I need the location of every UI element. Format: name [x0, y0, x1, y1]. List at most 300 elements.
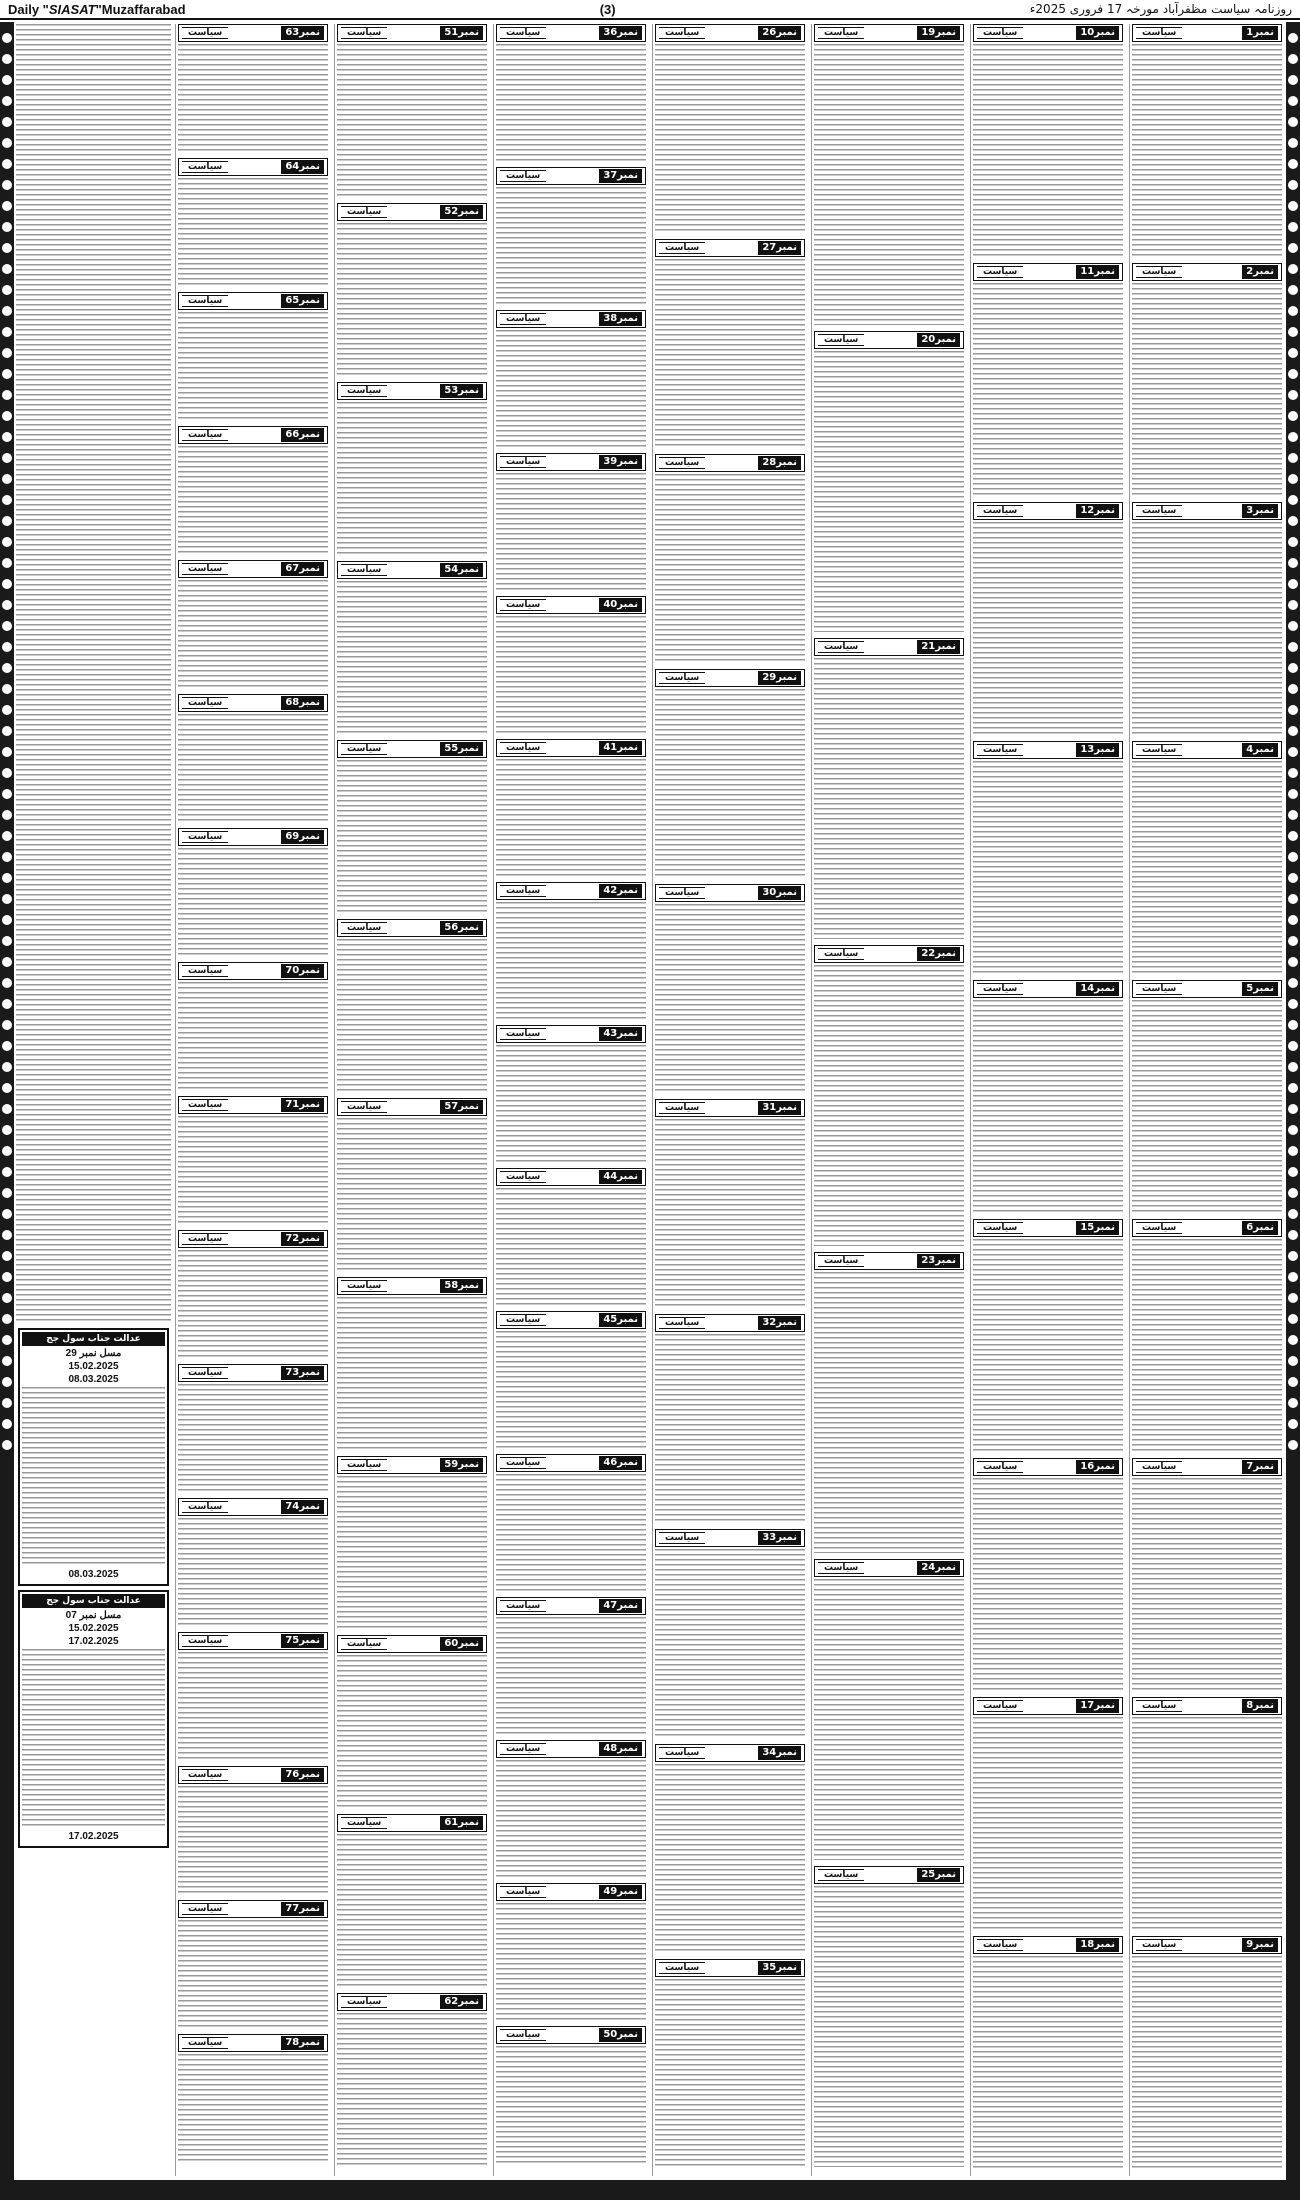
ornament-dot [2, 390, 12, 400]
notice-number: نمبر32 [758, 1316, 801, 1330]
notice-header [814, 1559, 964, 1577]
notice-number: نمبر73 [281, 1366, 324, 1380]
notice [337, 203, 487, 376]
notice-body-text [1132, 44, 1282, 257]
ornament-dot [1288, 285, 1298, 295]
ornament-dot [2, 264, 12, 274]
notice-header [1132, 502, 1282, 520]
ornament-dot [1288, 75, 1298, 85]
notice-tag: سیاست [1136, 744, 1182, 756]
ornament-dot [1288, 726, 1298, 736]
notice [655, 1529, 805, 1738]
notice-number: نمبر49 [599, 1885, 642, 1899]
notice-number: نمبر51 [440, 26, 483, 40]
notice-body-text [496, 473, 646, 590]
notice [1132, 24, 1282, 257]
notice-number: نمبر42 [599, 884, 642, 898]
notice-number: نمبر47 [599, 1599, 642, 1613]
notice-header [496, 739, 646, 757]
notice-body-text [814, 965, 964, 1246]
notice [337, 1456, 487, 1629]
notice [178, 292, 328, 420]
notice-body-text [973, 1000, 1123, 1213]
court-notice-line: 15.02.2025 [68, 1623, 119, 1634]
ornament-dot [2, 537, 12, 547]
notice-body-text [496, 759, 646, 876]
notice-body-text [655, 1549, 805, 1738]
notice-header [973, 263, 1123, 281]
notice-number: نمبر64 [281, 160, 324, 174]
notice [337, 561, 487, 734]
ornament-dot [2, 831, 12, 841]
ornament-dot [2, 180, 12, 190]
notice-body-text [973, 1956, 1123, 2169]
notice-body-text [178, 1518, 328, 1626]
notice [337, 1993, 487, 2166]
notice [814, 638, 964, 939]
notice-body-text [1132, 1478, 1282, 1691]
court-notice [18, 1328, 169, 1586]
notice-body-text [496, 330, 646, 447]
notice [814, 1559, 964, 1860]
notice-body-text [973, 1239, 1123, 1452]
notice [496, 1454, 646, 1591]
notice-number: نمبر72 [281, 1232, 324, 1246]
notice [178, 1364, 328, 1492]
masthead-prefix: Daily " [8, 1, 49, 17]
notice-number: نمبر67 [281, 562, 324, 576]
notice-number: نمبر58 [440, 1279, 483, 1293]
court-notice-body [22, 1387, 165, 1567]
notice [496, 739, 646, 876]
notice-tag: سیاست [182, 563, 228, 575]
notice-header [814, 24, 964, 42]
notice-body-text [1132, 1717, 1282, 1930]
notice-tag: سیاست [1136, 266, 1182, 278]
notice-body-text [337, 223, 487, 376]
notice-number: نمبر54 [440, 563, 483, 577]
notice-number: نمبر31 [758, 1101, 801, 1115]
ornament-dot [2, 768, 12, 778]
notice [814, 1866, 964, 2167]
notice-tag: سیاست [977, 1700, 1023, 1712]
notice-number: نمبر4 [1242, 743, 1278, 757]
newspaper-page [16, 24, 1284, 2176]
ornament-dot [1288, 642, 1298, 652]
notice-number: نمبر6 [1242, 1221, 1278, 1235]
notice [178, 1096, 328, 1224]
notice-header [973, 1458, 1123, 1476]
notice-tag: سیاست [341, 1101, 387, 1113]
ornament-dot [2, 369, 12, 379]
notice-number: نمبر13 [1076, 743, 1119, 757]
notice-tag: سیاست [341, 27, 387, 39]
notice-body-text [496, 902, 646, 1019]
notice-tag: سیاست [818, 27, 864, 39]
notice-number: نمبر22 [917, 947, 960, 961]
ornament-dot [1288, 831, 1298, 841]
notice-number: نمبر28 [758, 456, 801, 470]
notice-header [337, 1635, 487, 1653]
court-notice-line: مسل نمبر 29 [65, 1348, 122, 1359]
notice [655, 1959, 805, 2168]
notice-number: نمبر7 [1242, 1460, 1278, 1474]
notice-tag: سیاست [182, 1501, 228, 1513]
masthead [0, 0, 1300, 20]
notice-number: نمبر35 [758, 1961, 801, 1975]
notice-header [1132, 263, 1282, 281]
notice-body-text [496, 1045, 646, 1162]
notice [178, 158, 328, 286]
notice-body-text [973, 522, 1123, 735]
notice [655, 1099, 805, 1308]
ornament-dot [2, 600, 12, 610]
notice-number: نمبر65 [281, 294, 324, 308]
ornament-dot [2, 222, 12, 232]
notice-body-text [814, 1886, 964, 2167]
bottom-ornament-border [0, 2180, 1300, 2200]
notice-body-text [337, 2013, 487, 2166]
ornament-dot [2, 978, 12, 988]
notice-tag: سیاست [818, 1562, 864, 1574]
notice [178, 2034, 328, 2162]
masthead-left [8, 2, 186, 17]
notice [1132, 1697, 1282, 1930]
notice-body-text [1132, 1000, 1282, 1213]
ornament-dot [1288, 180, 1298, 190]
notice [337, 382, 487, 555]
notice-header [496, 1454, 646, 1472]
notice [973, 1219, 1123, 1452]
ornament-dot [2, 621, 12, 631]
notice-body-text [973, 44, 1123, 257]
ornament-dot [2, 1062, 12, 1072]
notice-number: نمبر78 [281, 2036, 324, 2050]
notice-body-text [178, 44, 328, 152]
notice-header [1132, 1936, 1282, 1954]
notice [1132, 980, 1282, 1213]
notice-tag: سیاست [500, 2029, 546, 2041]
ornament-dot [1288, 138, 1298, 148]
ornament-dot [2, 516, 12, 526]
notice-header [1132, 1697, 1282, 1715]
ornament-dot [2, 1272, 12, 1282]
notice [973, 1936, 1123, 2169]
ornament-dot [1288, 621, 1298, 631]
notice [1132, 1219, 1282, 1452]
notice-body-text [178, 178, 328, 286]
notice-number: نمبر10 [1076, 26, 1119, 40]
notice-header [814, 1252, 964, 1270]
ornament-dot [2, 1293, 12, 1303]
notice [655, 1744, 805, 1953]
notice-number: نمبر37 [599, 169, 642, 183]
notice-header [496, 310, 646, 328]
notice-tag: سیاست [182, 697, 228, 709]
ornament-dot [1288, 1398, 1298, 1408]
ornament-dot [1288, 1083, 1298, 1093]
notice-number: نمبر20 [917, 333, 960, 347]
notice-body-text [496, 187, 646, 304]
notice-header [973, 502, 1123, 520]
ornament-dot [2, 1041, 12, 1051]
ornament-dot [2, 411, 12, 421]
notice [178, 560, 328, 688]
notice [814, 945, 964, 1246]
notice [337, 1814, 487, 1987]
notice [496, 1883, 646, 2020]
ornament-dot [1288, 978, 1298, 988]
notice-header [178, 1230, 328, 1248]
ornament-dot [2, 1083, 12, 1093]
notice [973, 263, 1123, 496]
ornament-dot [1288, 348, 1298, 358]
notice-header [178, 1498, 328, 1516]
column-6 [334, 24, 489, 2176]
notice-tag: سیاست [1136, 1222, 1182, 1234]
ornament-dot [1288, 327, 1298, 337]
ornament-dot [2, 957, 12, 967]
ornament-dot [2, 474, 12, 484]
notice [496, 2026, 646, 2163]
ornament-dot [2, 789, 12, 799]
notice-tag: سیاست [977, 27, 1023, 39]
notice-header [814, 1866, 964, 1884]
notice [1132, 1458, 1282, 1691]
notice-number: نمبر56 [440, 921, 483, 935]
ornament-dot [1288, 96, 1298, 106]
notice-header [178, 828, 328, 846]
notice [655, 1314, 805, 1523]
notice-body-text [178, 312, 328, 420]
notice-tag: سیاست [1136, 27, 1182, 39]
ornament-dot [1288, 390, 1298, 400]
ornament-dot [2, 327, 12, 337]
notice-body-text [655, 474, 805, 663]
notice [973, 24, 1123, 257]
ornament-dot [1288, 201, 1298, 211]
notice-tag: سیاست [500, 27, 546, 39]
ornament-dot [2, 1398, 12, 1408]
notice-body-text [496, 2046, 646, 2163]
ornament-dot [2, 705, 12, 715]
notice-header [973, 24, 1123, 42]
notice-tag: سیاست [1136, 983, 1182, 995]
ornament-dot [1288, 873, 1298, 883]
notice-tag: سیاست [500, 1743, 546, 1755]
ornament-dot [1288, 33, 1298, 43]
ornament-dot [2, 663, 12, 673]
notice-tag: سیاست [818, 334, 864, 346]
notice-number: نمبر57 [440, 1100, 483, 1114]
ornament-dot [2, 54, 12, 64]
notice-header [973, 741, 1123, 759]
ornament-dot [2, 1440, 12, 1450]
notice-body-text [337, 581, 487, 734]
notice-header [973, 1219, 1123, 1237]
ornament-dot [1288, 222, 1298, 232]
notice-body-text [1132, 761, 1282, 974]
column-1 [1129, 24, 1284, 2176]
notice-number: نمبر23 [917, 1254, 960, 1268]
ornament-dot [1288, 411, 1298, 421]
notice-header [178, 24, 328, 42]
notice-number: نمبر33 [758, 1531, 801, 1545]
notice-header [337, 1277, 487, 1295]
ornament-dot [2, 1104, 12, 1114]
notice-header [496, 1597, 646, 1615]
notice [814, 331, 964, 632]
notice-number: نمبر53 [440, 384, 483, 398]
notice-number: نمبر29 [758, 671, 801, 685]
right-ornament-border [1286, 22, 1300, 2180]
notice-tag: سیاست [1136, 505, 1182, 517]
notice [496, 24, 646, 161]
notice-number: نمبر52 [440, 205, 483, 219]
notice-header [178, 694, 328, 712]
notice [814, 24, 964, 325]
notice-body-text [337, 1834, 487, 1987]
notice-tag: سیاست [500, 1886, 546, 1898]
notice-tag: سیاست [341, 743, 387, 755]
notice-header [178, 1632, 328, 1650]
notice-tag: سیاست [977, 1461, 1023, 1473]
notice-tag: سیاست [659, 457, 705, 469]
notice-header [337, 561, 487, 579]
notice-number: نمبر59 [440, 1458, 483, 1472]
ornament-dot [1288, 1167, 1298, 1177]
notice-body-text [178, 714, 328, 822]
ornament-dot [2, 1356, 12, 1366]
ornament-dot [1288, 1251, 1298, 1261]
notice-tag: سیاست [1136, 1700, 1182, 1712]
notice-number: نمبر16 [1076, 1460, 1119, 1474]
notice-number: نمبر70 [281, 964, 324, 978]
notice-tag: سیاست [341, 1280, 387, 1292]
notice-number: نمبر1 [1242, 26, 1278, 40]
notice-tag: سیاست [182, 2037, 228, 2049]
notice-tag: سیاست [659, 242, 705, 254]
notice-body-text [655, 44, 805, 233]
ornament-dot [1288, 1272, 1298, 1282]
notice-body-text [337, 1476, 487, 1629]
notice-number: نمبر26 [758, 26, 801, 40]
notice-header [178, 1766, 328, 1784]
ornament-dot [2, 306, 12, 316]
notice-body-text [655, 904, 805, 1093]
notice-number: نمبر12 [1076, 504, 1119, 518]
ornament-dot [2, 33, 12, 43]
notice-header [178, 292, 328, 310]
notice-header [496, 1883, 646, 1901]
notice-body-text [655, 259, 805, 448]
ornament-dot [2, 1335, 12, 1345]
notice-number: نمبر46 [599, 1456, 642, 1470]
notice-body-text [178, 848, 328, 956]
notice-tag: سیاست [659, 887, 705, 899]
notice-number: نمبر21 [917, 640, 960, 654]
notice-tag: سیاست [818, 1869, 864, 1881]
notice-number: نمبر18 [1076, 1938, 1119, 1952]
ornament-dot [1288, 1293, 1298, 1303]
notice [496, 1168, 646, 1305]
notice-number: نمبر40 [599, 598, 642, 612]
notice-header [337, 203, 487, 221]
court-notice-hearing-date: 08.03.2025 [68, 1569, 119, 1580]
notice-body-text [496, 1474, 646, 1591]
ornament-dot [1288, 306, 1298, 316]
notice-body-text [178, 1250, 328, 1358]
ornament-dot [1288, 957, 1298, 967]
ornament-dot [2, 747, 12, 757]
notice-number: نمبر66 [281, 428, 324, 442]
notice-body-text [814, 44, 964, 325]
ornament-dot [2, 75, 12, 85]
notice-number: نمبر75 [281, 1634, 324, 1648]
notice-header [178, 1096, 328, 1114]
ornament-dot [2, 159, 12, 169]
notice-header [496, 453, 646, 471]
column-3 [811, 24, 966, 2176]
notice-body-text [178, 1116, 328, 1224]
notice-tag: سیاست [500, 742, 546, 754]
notice-tag: سیاست [182, 1367, 228, 1379]
column-4 [652, 24, 807, 2176]
notice [337, 1635, 487, 1808]
notice-body-text [496, 1188, 646, 1305]
ornament-dot [2, 810, 12, 820]
ornament-dot [1288, 1188, 1298, 1198]
notice-tag: سیاست [500, 170, 546, 182]
notice-body-text [337, 1655, 487, 1808]
notice [178, 1498, 328, 1626]
notice-body-text [655, 1979, 805, 2168]
notice-header [496, 882, 646, 900]
ornament-dot [2, 96, 12, 106]
notice-body-text [814, 658, 964, 939]
notice-header [655, 1959, 805, 1977]
ornament-dot [1288, 579, 1298, 589]
notice-number: نمبر38 [599, 312, 642, 326]
notice-header [655, 24, 805, 42]
notice-header [1132, 1219, 1282, 1237]
notice-tag: سیاست [977, 505, 1023, 517]
court-notice-line: 15.02.2025 [68, 1361, 119, 1372]
notice-number: نمبر60 [440, 1637, 483, 1651]
notice-number: نمبر25 [917, 1868, 960, 1882]
notice [973, 1458, 1123, 1691]
notice-tag: سیاست [818, 948, 864, 960]
left-ornament-border [0, 22, 14, 2180]
notice-number: نمبر15 [1076, 1221, 1119, 1235]
ornament-dot [2, 1167, 12, 1177]
notice-number: نمبر5 [1242, 982, 1278, 996]
notice-number: نمبر3 [1242, 504, 1278, 518]
column-5 [493, 24, 648, 2176]
notice-tag: سیاست [500, 599, 546, 611]
notice-body-text [1132, 1239, 1282, 1452]
notice [337, 1098, 487, 1271]
notice-header [178, 158, 328, 176]
notice-body-text [496, 1331, 646, 1448]
notice-tag: سیاست [341, 206, 387, 218]
notice-header [655, 884, 805, 902]
notice-header [814, 945, 964, 963]
ornament-dot [1288, 264, 1298, 274]
notice-tag: سیاست [977, 744, 1023, 756]
notice-tag: سیاست [182, 161, 228, 173]
ornament-dot [2, 1188, 12, 1198]
